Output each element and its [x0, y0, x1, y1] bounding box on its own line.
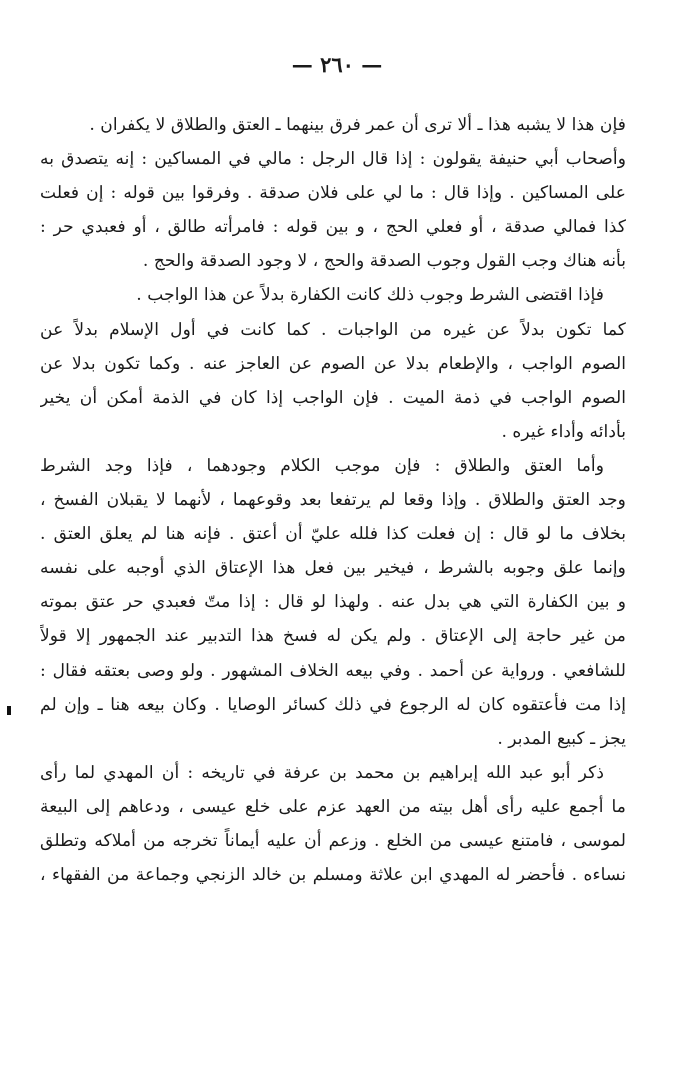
text-line: على المساكين . وإذا قال : ما لي على فلان صدقة . وفرقوا بين قوله : إن فعلت [40, 183, 626, 204]
margin-mark [7, 706, 11, 715]
text-line: للشافعي . ورواية عن أحمد . وفي بيعه الخلاف المشهور . ولو وصى بعتقه فقال : [40, 660, 626, 681]
text-line: الصوم الواجب في ذمة الميت . فإن الواجب إذا كان في الذمة أمكن أن يخير [40, 387, 626, 408]
text-line: نساءه . فأحضر له المهدي ابن علاثة ومسلم بن خالد الزنجي وجماعة من الفقهاء ، [40, 865, 626, 886]
body-text [40, 108, 626, 892]
text-line: و بين الكفارة التي هي بدل عنه . ولهذا لو قال : إذا متّ فعبدي حر عتق بموته [40, 592, 626, 613]
text-line: كذا فمالي صدقة ، أو فعلي الحج ، و بين قوله : فامرأته طالق ، أو فعبدي حر : [40, 217, 626, 238]
text-line: فإن هذا لا يشبه هذا ـ ألا ترى أن عمر فرق بينهما ـ العتق والطلاق لا يكفران . [89, 115, 626, 135]
text-line: الصوم الواجب ، والإطعام بدلا عن الصوم عن العاجز عنه . وكما تكون بدلا عن [40, 353, 626, 374]
text-line: لموسى ، فامتنع عيسى من الخلع . وزعم أن عليه أيماناً تخرجه من أملاكه وتطلق [40, 830, 626, 851]
text-line: إذا مت فأعتقوه كان له الرجوع في ذلك كسائر الوصايا . وكان بيعه هنا ـ وإن لم [40, 694, 626, 715]
page-number: — ٢٦٠ — [291, 52, 383, 77]
text-line: وأصحاب أبي حنيفة يقولون : إذا قال الرجل : مالي في المساكين : إنه يتصدق به [40, 149, 626, 170]
text-line: وإنما علق وجوبه بالشرط ، فيخير بين فعل هذا الإعتاق الذي أوجبه على نفسه [40, 558, 626, 579]
text-line: بأدائه وأداء غيره . [501, 421, 626, 442]
text-line: من غير حاجة إلى الإعتاق . ولم يكن له فسخ هذا التدبير عند الجمهور إلا قولاً [40, 626, 626, 647]
paragraph-start-line: فإذا اقتضى الشرط وجوب ذلك كانت الكفارة بدلاً عن هذا الواجب . [136, 285, 604, 306]
text-line: وجد العتق والطلاق . وإذا وقعا لم يرتفعا بعد وقوعهما ، لأنهما لا يقبلان الفسخ ، [40, 490, 626, 511]
text-line: بخلاف ما لو قال : إن فعلت كذا فلله عليّ أن أعتق . فإنه هنا لم يعلق العتق . [40, 524, 626, 545]
paragraph-start-line: وأما العتق والطلاق : فإن موجب الكلام وجودهما ، فإذا وجد الشرط [40, 455, 604, 476]
text-line: ما أجمع عليه رأى أهل بيته من العهد عزم على خلع عيسى ، ودعاهم إلى البيعة [40, 796, 626, 817]
text-line: يجز ـ كبيع المدبر . [497, 728, 626, 749]
text-line: كما تكون بدلاً عن غيره من الواجبات . كما كانت في أول الإسلام بدلاً عن [40, 319, 626, 340]
text-line: بأنه هناك وجب القول وجوب الصدقة والحج ، لا وجود الصدقة والحج . [142, 251, 626, 272]
paragraph-start-line: ذكر أبو عبد الله إبراهيم بن محمد بن عرفة في تاريخه : أن المهدي لما رأى [40, 762, 604, 783]
